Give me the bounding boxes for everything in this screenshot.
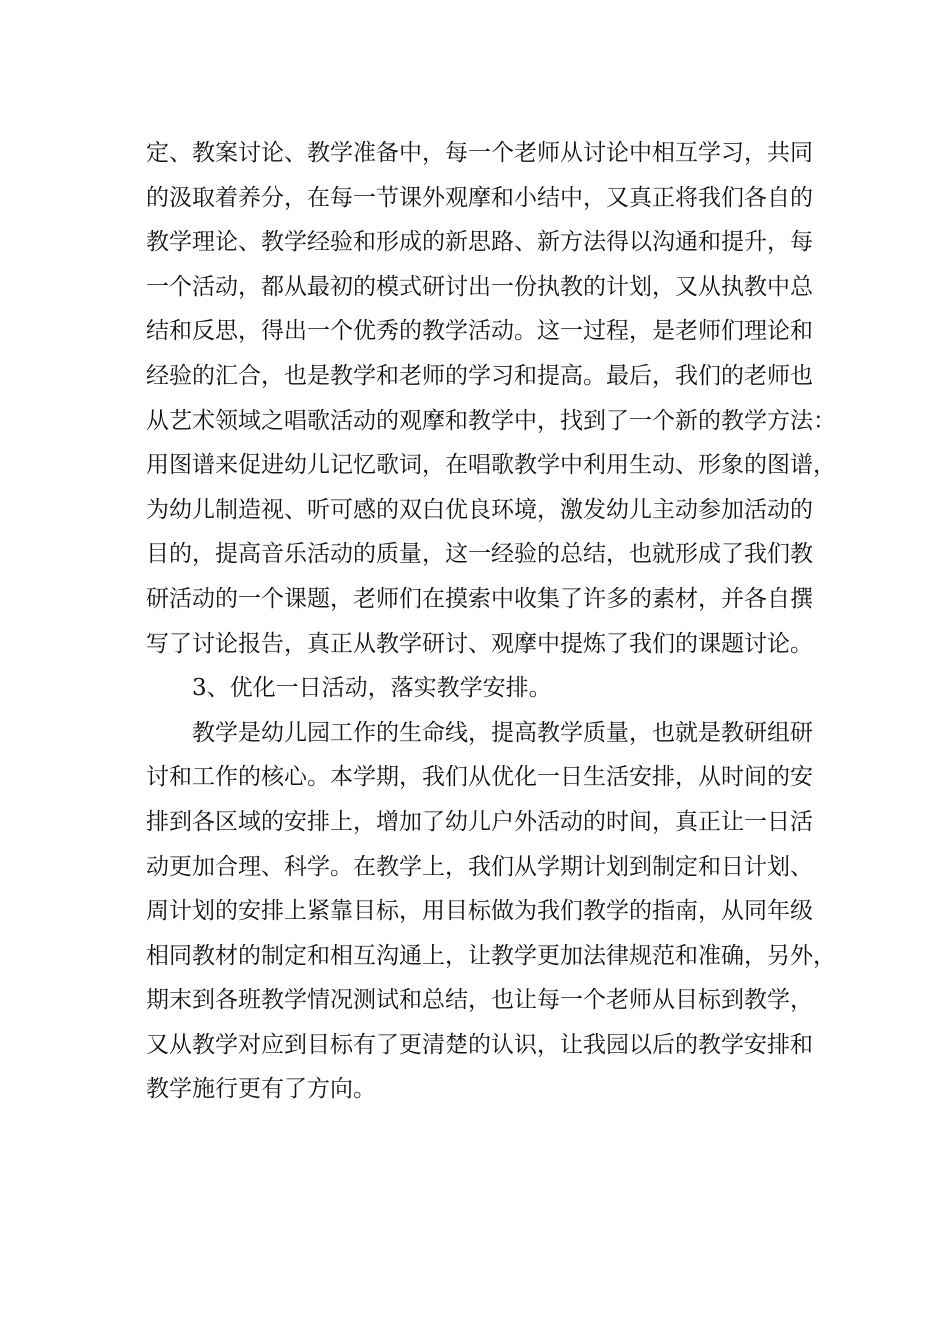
paragraph-line: 又从教学对应到目标有了更清楚的认识，让我园以后的教学安排和 bbox=[146, 1031, 813, 1058]
paragraph-line: 教学施行更有了方向。 bbox=[146, 1076, 376, 1103]
paragraph-line: 结和反思，得出一个优秀的教学活动。这一过程，是老师们理论和 bbox=[146, 318, 813, 345]
paragraph-line: 为幼儿制造视、听可感的双白优良环境，激发幼儿主动参加活动的 bbox=[146, 496, 813, 523]
paragraph-line: 经验的汇合，也是教学和老师的学习和提高。最后，我们的老师也 bbox=[146, 362, 813, 389]
paragraph-line: 期末到各班教学情况测试和总结，也让每一个老师从目标到教学， bbox=[146, 987, 813, 1014]
paragraph-line: 写了讨论报告，真正从教学研讨、观摩中提炼了我们的课题讨论。 bbox=[146, 630, 813, 657]
paragraph-line: 讨和工作的核心。本学期，我们从优化一日生活安排，从时间的安 bbox=[146, 764, 813, 791]
paragraph-line: 用图谱来促进幼儿记忆歌词，在唱歌教学中利用生动、形象的图谱， bbox=[146, 452, 836, 479]
paragraph-line: 排到各区域的安排上，增加了幼儿户外活动的时间，真正让一日活 bbox=[146, 808, 813, 835]
paragraph-line: 定、教案讨论、教学准备中，每一个老师从讨论中相互学习，共同 bbox=[146, 140, 813, 166]
paragraph-line: 周计划的安排上紧靠目标，用目标做为我们教学的指南，从同年级 bbox=[146, 898, 813, 925]
paragraph-line: 教学理论、教学经验和形成的新思路、新方法得以沟通和提升，每 bbox=[146, 229, 813, 256]
document-body bbox=[146, 131, 836, 1112]
paragraph-line: 相同教材的制定和相互沟通上，让教学更加法律规范和准确，另外， bbox=[146, 942, 836, 969]
paragraph-line: 研活动的一个课题，老师们在摸索中收集了许多的素材，并各自撰 bbox=[146, 585, 813, 612]
paragraph-line: 的汲取着养分，在每一节课外观摩和小结中，又真正将我们各自的 bbox=[146, 184, 813, 211]
section-heading: 3、优化一日活动，落实教学安排。 bbox=[192, 675, 552, 702]
paragraph-line: 教学是幼儿园工作的生命线，提高教学质量，也就是教研组研 bbox=[192, 719, 813, 746]
paragraph-line: 一个活动，都从最初的模式研讨出一份执教的计划，又从执教中总 bbox=[146, 273, 813, 300]
paragraph-line: 从艺术领域之唱歌活动的观摩和教学中，找到了一个新的教学方法： bbox=[146, 407, 836, 434]
paragraph-line: 动更加合理、科学。在教学上，我们从学期计划到制定和日计划、 bbox=[146, 853, 813, 880]
paragraph-line: 目的，提高音乐活动的质量，这一经验的总结，也就形成了我们教 bbox=[146, 541, 813, 568]
